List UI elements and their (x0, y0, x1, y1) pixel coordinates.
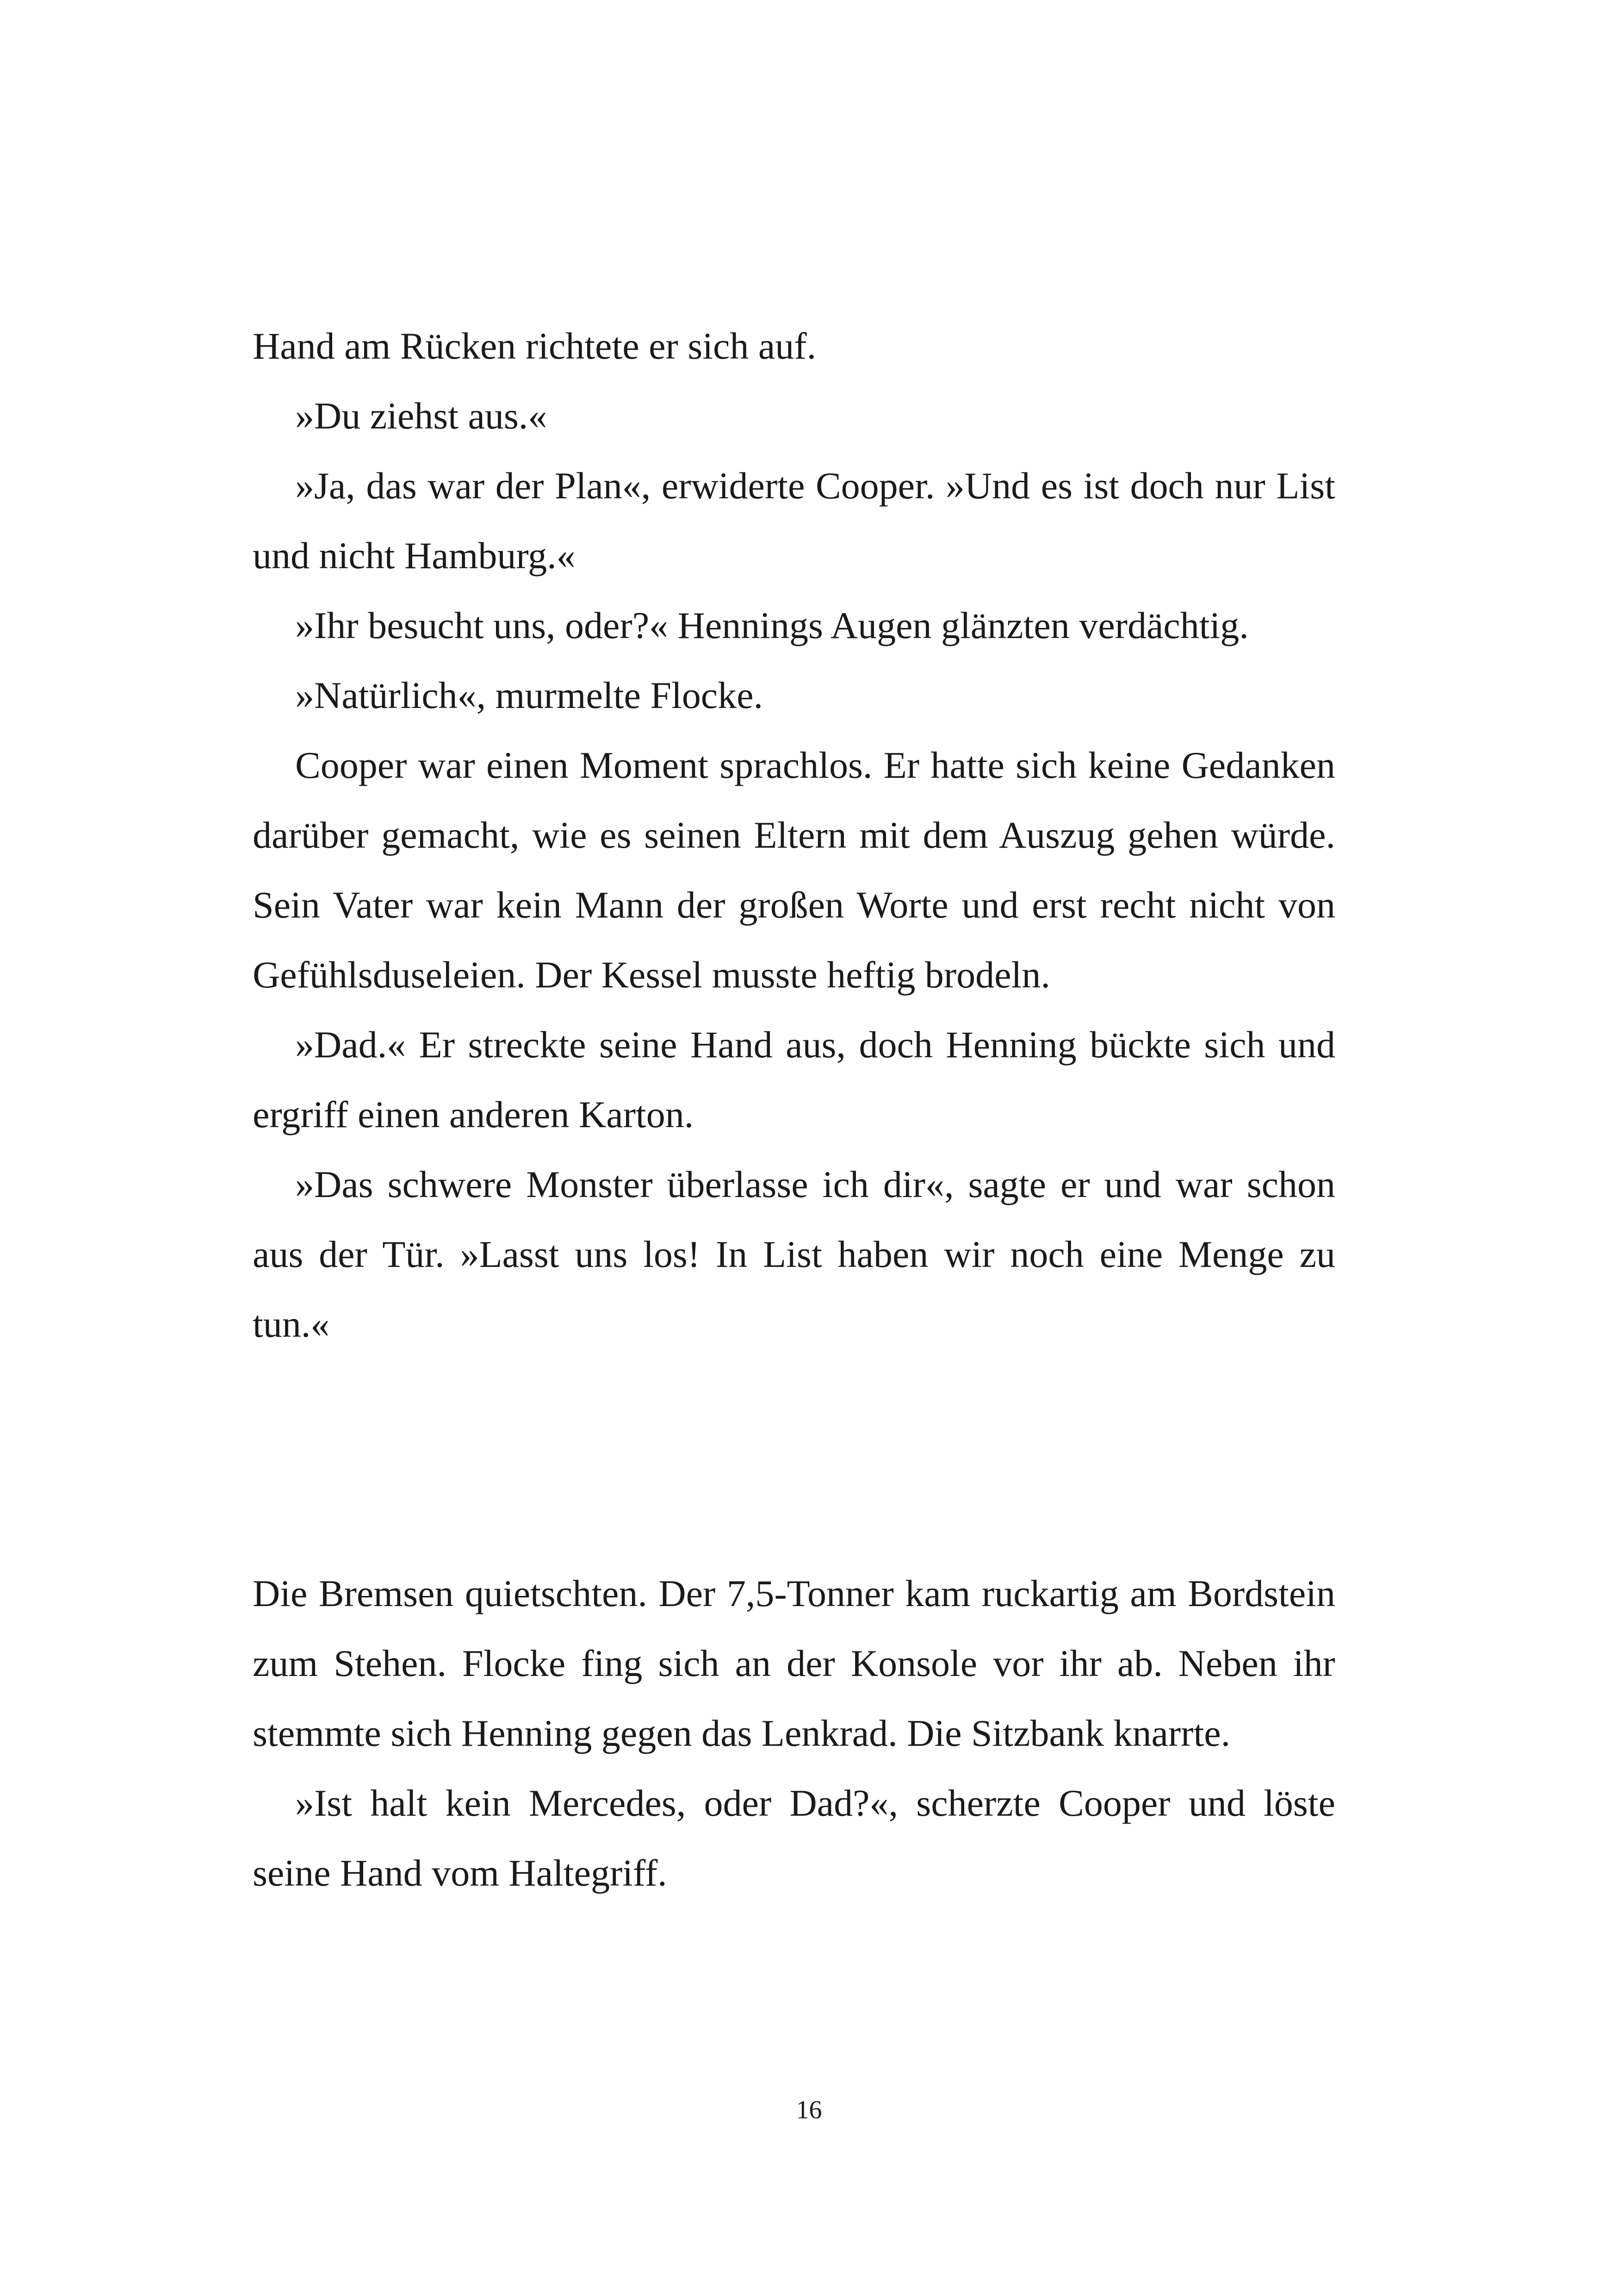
paragraph: Die Bremsen quietschten. Der 7,5-Tonner kam ruckartig am Bordstein zum Stehen. Flocke fing sich an der Konsole vor ihr ab. Neben ihr stemmte sich Henning gegen das Lenkrad. Die Sitzbank knarrte. (253, 1572, 1335, 1754)
paragraph: »Du ziehst aus.« (295, 395, 547, 437)
paragraph: »Ihr besucht uns, oder?« Hennings Augen glänzten verdächtig. (295, 604, 1249, 646)
paragraph: »Ja, das war der Plan«, erwiderte Cooper. »Und es ist doch nur List und nicht Hamburg.« (253, 465, 1335, 577)
text-section-2 (253, 1558, 1335, 1908)
paragraph: »Ist halt kein Mercedes, oder Dad?«, scherzte Cooper und löste seine Hand vom Haltegriff. (253, 1782, 1335, 1894)
paragraph: Cooper war einen Moment sprachlos. Er hatte sich keine Gedanken darüber gemacht, wie es seinen Eltern mit dem Auszug gehen würde. Sein Vater war kein Mann der großen Worte und erst recht nicht von Gefühlsduseleien. Der Kessel musste heftig brodeln. (253, 744, 1335, 996)
paragraph: »Das schwere Monster überlasse ich dir«, sagte er und war schon aus der Tür. »Lasst uns los! In List haben wir noch eine Menge zu tun.« (253, 1163, 1335, 1345)
paragraph: »Natürlich«, murmelte Flocke. (295, 674, 763, 716)
paragraph: Hand am Rücken richtete er sich auf. (253, 325, 817, 367)
page-number: 16 (796, 2096, 822, 2124)
paragraph: »Dad.« Er streckte seine Hand aus, doch Henning bückte sich und ergriff einen anderen Karton. (253, 1024, 1335, 1136)
text-section-1 (253, 311, 1335, 1359)
